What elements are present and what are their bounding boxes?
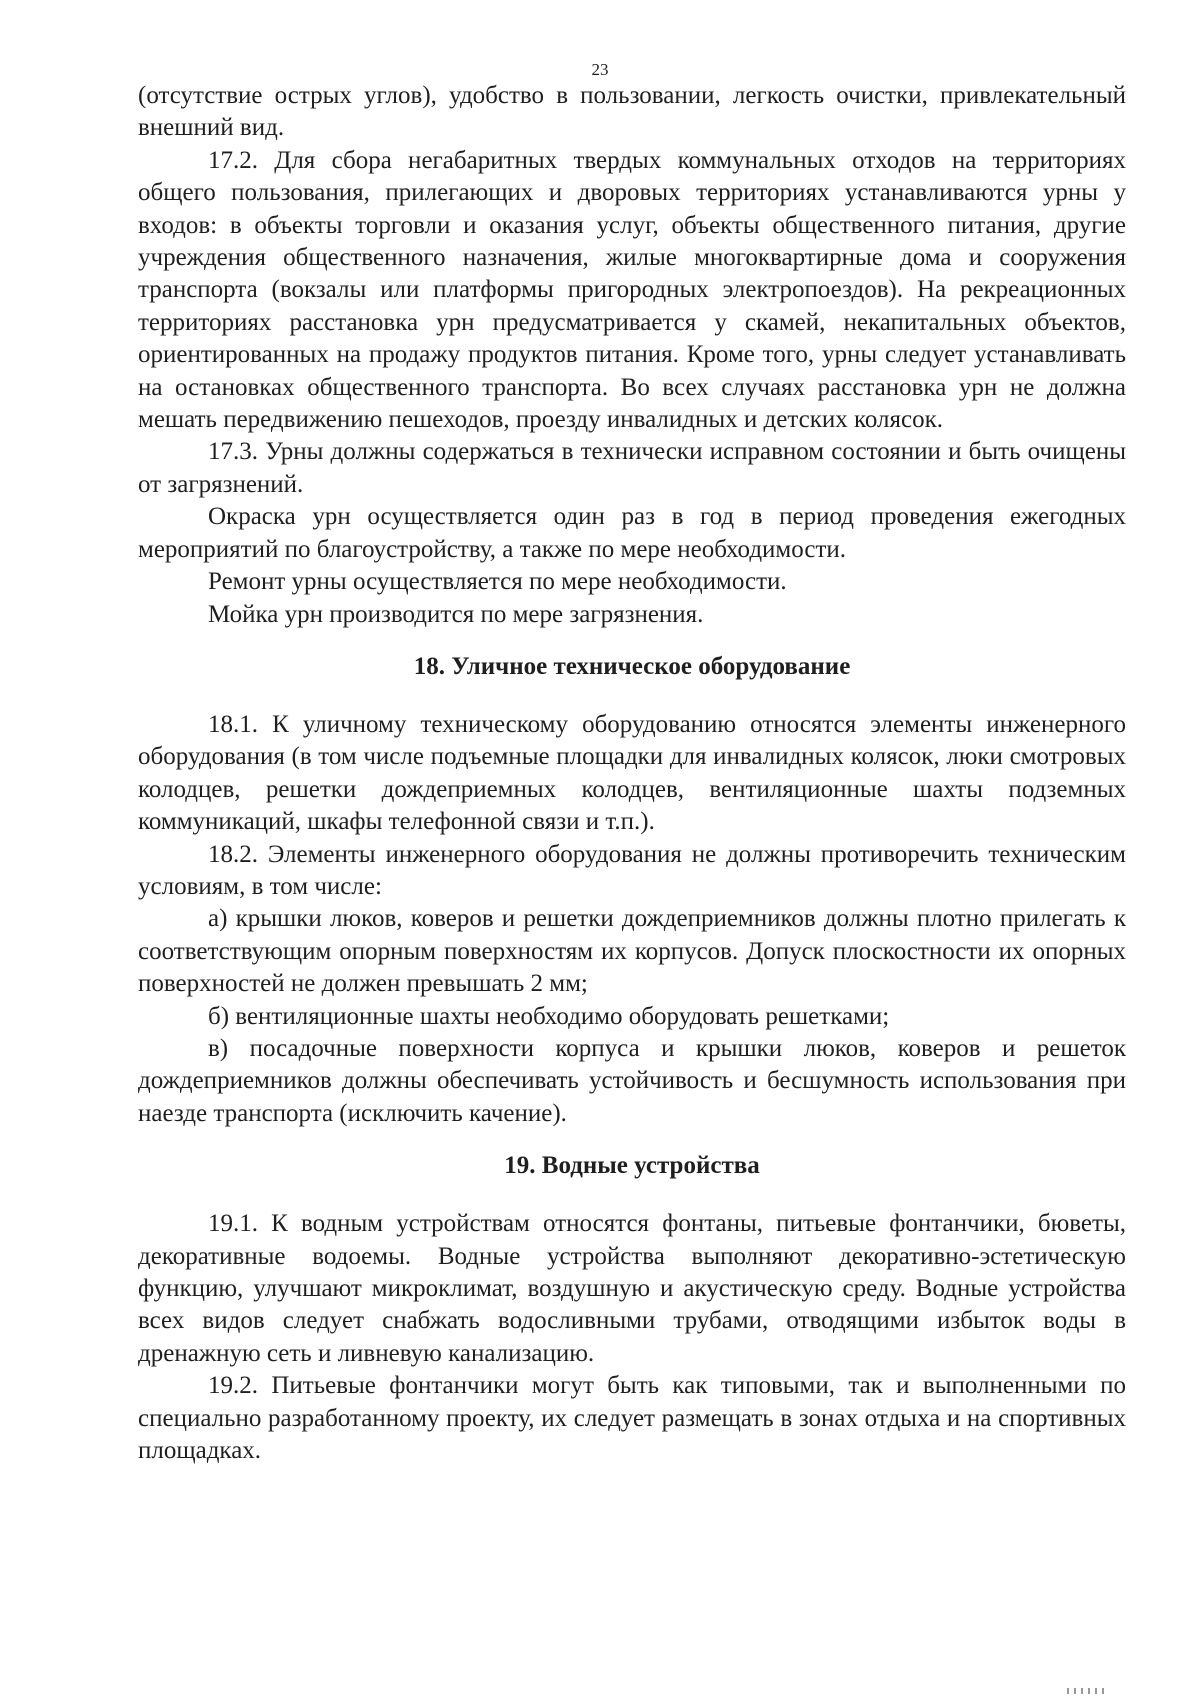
paragraph-17-3: 17.3. Урны должны содержаться в технически исправном состоянии и быть очищены от загрязнений. [138,438,1126,498]
section-heading-19: 19. Водные устройства [504,1152,760,1180]
paragraph-continuation: (отсутствие острых углов), удобство в пользовании, легкость очистки, привлекательный внешний вид. [138,82,1126,142]
paragraph-19-1: 19.1. К водным устройствам относятся фонтаны, питьевые фонтанчики, бюветы, декоративные водоемы. Водные устройства выполняют декоративно-эстетическую функцию, улучшают микроклимат, воздушную и акустическую среду. Водные устройства всех видов следует снабжать водосливными трубами, отводящими избыток воды в дренажную сеть и ливневую канализацию. [138,1210,1126,1367]
paragraph-washing: Мойка урн производится по мере загрязнения. [208,600,704,628]
scan-artifact-mark [1067,1688,1107,1694]
paragraph-17-2: 17.2. Для сбора негабаритных твердых коммунальных отходов на территориях общего пользования, прилегающих и дворовых территориях устанавливаются урны у входов: в объекты торговли и оказания услуг, объекты общественного питания, другие учреждения общественного назначения, жилые многоквартирные дома и сооружения транспорта (вокзалы или платформы пригородных электропоездов). На рекреационных территориях расстановка урн предусматривается у скамей, некапитальных объектов, ориентированных на продажу продуктов питания. Кроме того, урны следует устанавливать на остановках общественного транспорта. Во всех случаях расстановка урн не должна мешать передвижению пешеходов, проезду инвалидных и детских колясок. [138,146,1126,434]
list-item-a: а) крышки люков, коверов и решетки дождеприемников должны плотно прилегать к соответствующим опорным поверхностям их корпусов. Допуск плоскостности их опорных поверхностей не должен превышать 2 мм; [138,905,1126,998]
section-heading-18: 18. Уличное техническое оборудование [413,652,851,680]
paragraph-18-1: 18.1. К уличному техническому оборудованию относятся элементы инженерного оборудования (в том числе подъемные площадки для инвалидных колясок, люки смотровых колодцев, решетки дождеприемных колодцев, вентиляционные шахты подземных коммуникаций, шкафы телефонной связи и т.п.). [138,710,1126,836]
paragraph-18-2: 18.2. Элементы инженерного оборудования не должны противоречить техническим условиям, в том числе: [138,840,1126,900]
document-body [138,80,1126,1467]
list-item-b: б) вентиляционные шахты необходимо оборудовать решетками; [208,1002,890,1030]
list-item-v: в) посадочные поверхности корпуса и крышки люков, коверов и решеток дождеприемников должны обеспечивать устойчивость и бесшумность использования при наезде транспорта (исключить качение). [138,1034,1126,1127]
page-number: 23 [591,60,609,79]
paragraph-repair: Ремонт урны осуществляется по мере необходимости. [208,568,787,596]
paragraph-19-2: 19.2. Питьевые фонтанчики могут быть как типовыми, так и выполненными по специально разработанному проекту, их следует размещать в зонах отдыха и на спортивных площадках. [138,1372,1126,1465]
paragraph-painting: Окраска урн осуществляется один раз в год в период проведения ежегодных мероприятий по благоустройству, а также по мере необходимости. [138,503,1126,563]
